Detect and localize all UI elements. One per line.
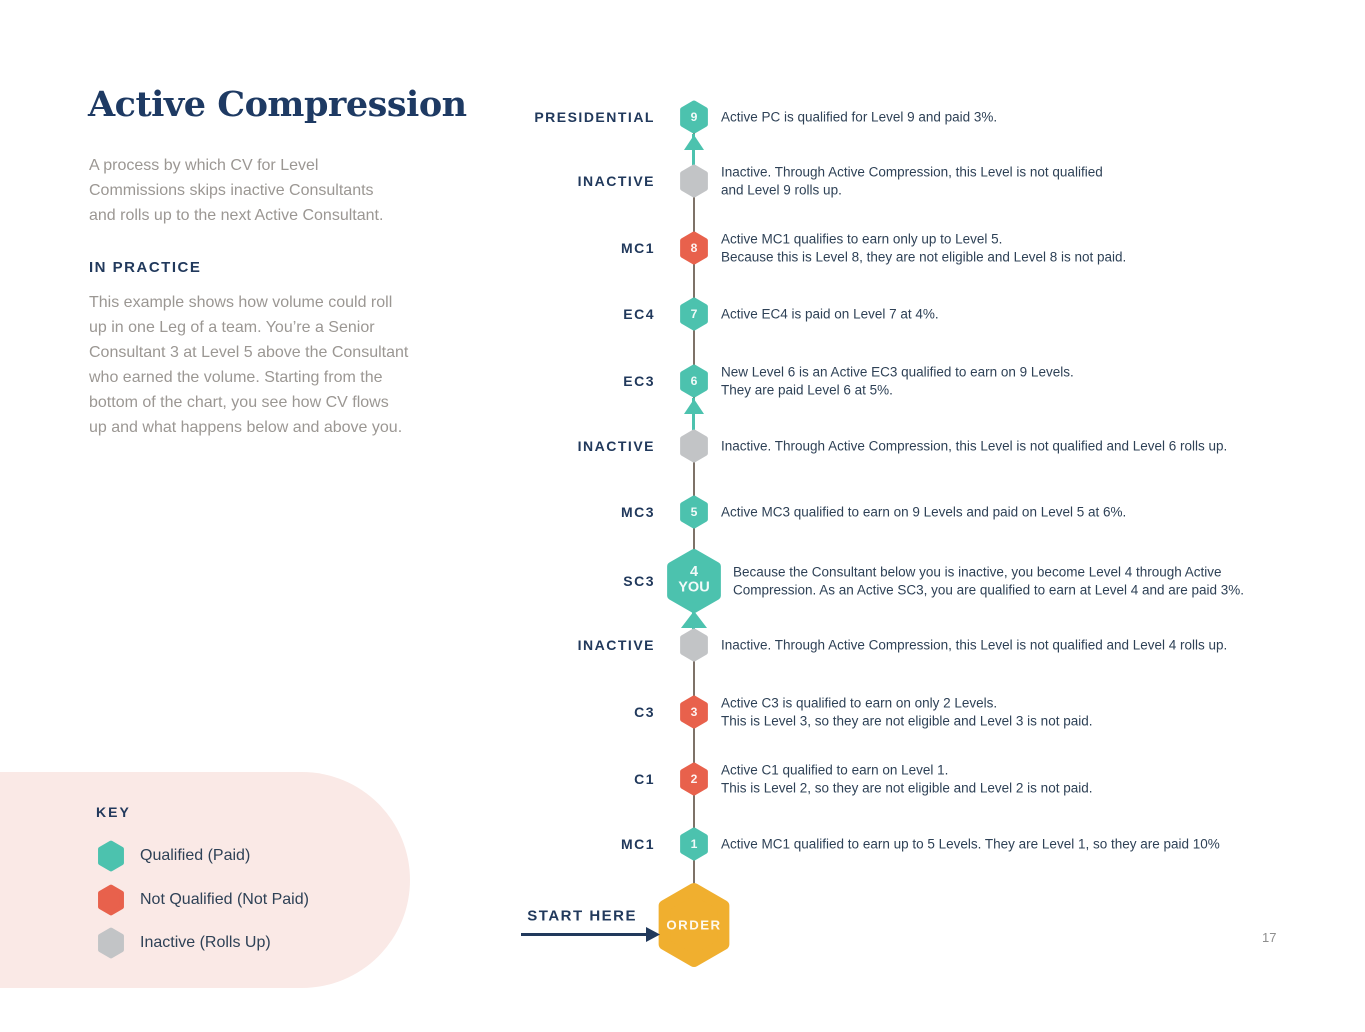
chart-row-label: INACTIVE: [577, 637, 655, 653]
svg-text:2: 2: [690, 772, 698, 787]
level-hexagon: [680, 365, 709, 398]
svg-text:ORDER: ORDER: [666, 917, 722, 933]
svg-text:YOU: YOU: [678, 579, 710, 596]
chart-row-description: Active MC1 qualified to earn up to 5 Levels. They are Level 1, so they are paid 10%: [721, 836, 1220, 852]
start-here-arrow-line: [521, 933, 648, 936]
chart-row-label: INACTIVE: [577, 173, 655, 189]
svg-text:7: 7: [690, 307, 698, 322]
chart-row-label: C3: [634, 704, 655, 720]
chart-row-description: Active C3 is qualified to earn on only 2 Levels. This is Level 3, so they are not eligible and Level 3 is not paid.: [721, 695, 1093, 728]
rollup-arrow-up-icon: [684, 135, 704, 150]
inactive-hexagon-icon: [98, 928, 125, 959]
not-qualified-hexagon-icon: [98, 885, 125, 916]
legend-label: Not Qualified (Not Paid): [140, 891, 309, 908]
qualified-hexagon-icon: [680, 101, 709, 134]
svg-text:3: 3: [690, 705, 698, 720]
level-hexagon: [680, 828, 709, 861]
qualified-hexagon-icon: [680, 828, 709, 861]
svg-text:5: 5: [690, 505, 698, 520]
chart-row-label: C1: [634, 771, 655, 787]
chart-row-label: EC4: [623, 306, 655, 322]
not-qualified-hexagon-icon: [680, 763, 709, 796]
svg-text:1: 1: [690, 837, 698, 852]
arrow-right-icon: [646, 927, 660, 942]
intro-line: Commissions skips inactive Consultants: [89, 182, 374, 199]
chart-row-description: Active C1 qualified to earn on Level 1. This is Level 2, so they are not eligible and Level 2 is not paid.: [721, 762, 1093, 795]
level-hexagon: [680, 496, 709, 529]
level-hexagon: [680, 696, 709, 729]
intro-line: A process by which CV for Level: [89, 157, 319, 174]
level-hexagon: [680, 629, 709, 662]
chart-row-description: Inactive. Through Active Compression, this Level is not qualified and Level 6 rolls up.: [721, 438, 1228, 454]
qualified-hexagon-icon: [680, 496, 709, 529]
not-qualified-hexagon-icon: [680, 232, 709, 265]
chart-row-label: EC3: [623, 373, 655, 389]
chart-row-description: Because the Consultant below you is inactive, you become Level 4 through Active Compression. As an Active SC3, you are qualified to earn at Level 4 and are paid 3%.: [733, 564, 1245, 597]
qualified-you-hexagon-icon: [666, 549, 722, 613]
page-title: Active Compression: [88, 84, 467, 125]
page-number: 17: [1262, 930, 1277, 945]
order-hexagon: [657, 883, 731, 967]
chart-row-label: MC1: [620, 240, 655, 256]
chart-row-description: Active EC4 is paid on Level 7 at 4%.: [721, 306, 939, 322]
intro-line: and rolls up to the next Active Consultant.: [89, 207, 384, 224]
rollup-arrow-up-icon: [681, 611, 707, 628]
level-hexagon: [680, 232, 709, 265]
practice-line: bottom of the chart, you see how CV flows: [89, 394, 389, 411]
practice-line: This example shows how volume could roll: [89, 294, 393, 311]
chart-row-label: MC3: [620, 504, 655, 520]
inactive-hexagon-icon: [680, 629, 709, 662]
start-here-label: START HERE: [527, 907, 637, 925]
decorative-pink-blob: [0, 772, 410, 988]
key-heading: KEY: [96, 804, 131, 820]
not-qualified-hexagon-icon: [680, 696, 709, 729]
order-hexagon-icon: [657, 883, 731, 967]
chart-row-description: Active PC is qualified for Level 9 and paid 3%.: [721, 109, 998, 125]
qualified-hexagon-icon: [680, 298, 709, 331]
you-hexagon: [666, 549, 722, 613]
practice-line: up and what happens below and above you.: [89, 419, 403, 436]
svg-text:6: 6: [690, 374, 698, 389]
rollup-arrow-up-icon: [684, 399, 704, 414]
practice-line: up in one Leg of a team. You’re a Senior: [89, 319, 375, 336]
chart-row-label: INACTIVE: [577, 438, 655, 454]
level-hexagon: [680, 763, 709, 796]
legend-label: Qualified (Paid): [140, 847, 251, 864]
svg-text:9: 9: [690, 110, 698, 125]
legend-label: Inactive (Rolls Up): [140, 934, 271, 951]
qualified-hexagon-icon: [680, 365, 709, 398]
level-hexagon: [680, 298, 709, 331]
qualified-hexagon-icon: [98, 841, 125, 872]
practice-line: Consultant 3 at Level 5 above the Consultant: [89, 344, 409, 361]
svg-text:4: 4: [689, 563, 699, 580]
level-hexagon: [680, 165, 709, 198]
level-hexagon: [680, 430, 709, 463]
chart-row-description: Inactive. Through Active Compression, this Level is not qualified and Level 4 rolls up.: [721, 637, 1228, 653]
in-practice-heading: IN PRACTICE: [89, 259, 202, 276]
chart-row-label: PRESIDENTIAL: [534, 109, 655, 125]
chart-row-description: Active MC1 qualifies to earn only up to Level 5. Because this is Level 8, they are not eligible and Level 8 is not paid.: [721, 231, 1127, 264]
chart-row-label: MC1: [620, 836, 655, 852]
practice-line: who earned the volume. Starting from the: [89, 369, 383, 386]
chart-row-description: Active MC3 qualified to earn on 9 Levels and paid on Level 5 at 6%.: [721, 504, 1127, 520]
practice-paragraph: [89, 290, 449, 440]
chart-row-label: SC3: [623, 573, 655, 589]
intro-paragraph: [89, 153, 449, 228]
svg-text:8: 8: [690, 241, 698, 256]
inactive-hexagon-icon: [680, 430, 709, 463]
chart-row-description: Inactive. Through Active Compression, this Level is not qualified and Level 9 rolls up.: [721, 164, 1103, 197]
chart-row-description: New Level 6 is an Active EC3 qualified to earn on 9 Levels. They are paid Level 6 at 5%.: [721, 364, 1074, 397]
inactive-hexagon-icon: [680, 165, 709, 198]
level-hexagon: [680, 101, 709, 134]
